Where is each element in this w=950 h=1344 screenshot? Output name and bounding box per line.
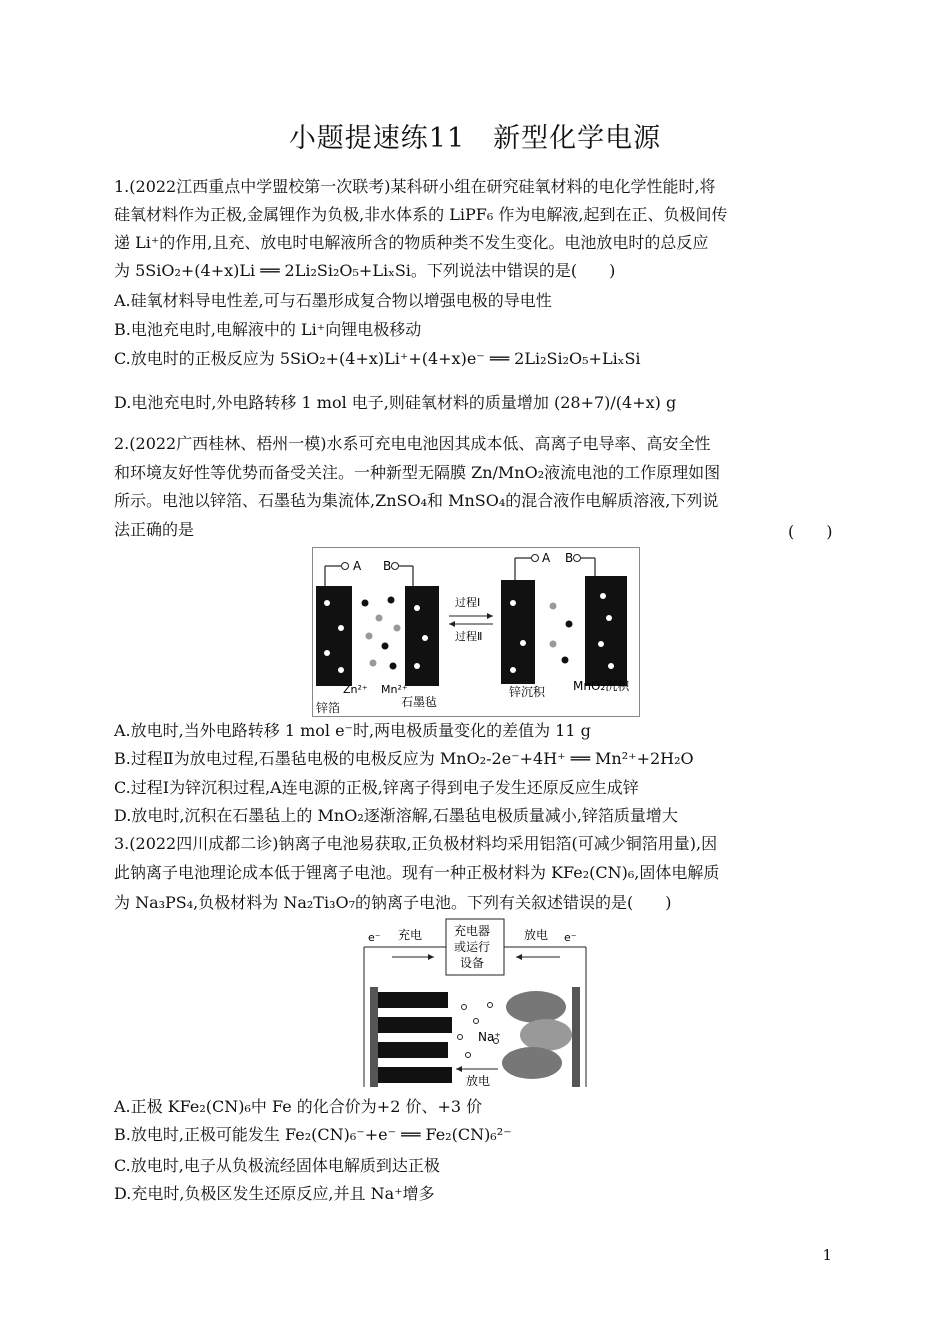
q2-battery-diagram bbox=[313, 548, 639, 716]
q3-stem-line: 3.(2022四川成都二诊)钠离子电池易获取,正负极材料均采用铝箔(可减少铜箔用量),因 bbox=[114, 834, 718, 853]
q1-stem-line: 递 Li⁺的作用,且充、放电时电解液所含的物质种类不发生变化。电池放电时的总反应 bbox=[114, 233, 709, 252]
label-b-right: B bbox=[565, 551, 574, 565]
q3-option-d: D.充电时,负极区发生还原反应,并且 Na⁺增多 bbox=[114, 1184, 435, 1203]
q3-battery-diagram bbox=[356, 917, 594, 1091]
bottom-discharge-label: 放电 bbox=[466, 1074, 491, 1088]
na-ion-label: Na⁺ bbox=[478, 1030, 501, 1044]
q2-stem-line: 所示。电池以锌箔、石墨毡为集流体,ZnSO₄和 MnSO₄的混合液作电解质溶液,下列说 bbox=[114, 491, 719, 510]
q1-option-a: A.硅氧材料导电性差,可与石墨形成复合物以增强电极的导电性 bbox=[114, 291, 552, 310]
label-a: A bbox=[353, 559, 362, 573]
q1-option-c: C.放电时的正极反应为 5SiO₂+(4+x)Li⁺+(4+x)e⁻ ══ 2Li₂Si₂O₅+LiₓSi bbox=[114, 349, 641, 368]
q3-option-b: B.放电时,正极可能发生 Fe₂(CN)₆⁻+e⁻ ══ Fe₂(CN)₆²⁻ bbox=[114, 1125, 512, 1144]
zinc-deposit-label: 锌沉积 bbox=[509, 685, 546, 699]
device-line: 或运行 bbox=[454, 940, 491, 954]
page-title: 小题提速练11 新型化学电源 bbox=[288, 123, 662, 154]
electron-left-label: e⁻ bbox=[368, 931, 381, 944]
q3-battery-figure bbox=[356, 917, 594, 1091]
graphite-felt-label: 石墨毡 bbox=[401, 695, 438, 709]
zinc-foil-label: 锌箔 bbox=[316, 701, 341, 715]
mn-ion-label: Mn²⁺ bbox=[381, 683, 408, 696]
q2-option-d: D.放电时,沉积在石墨毡上的 MnO₂逐渐溶解,石墨毡电极质量减小,锌箔质量增大 bbox=[114, 806, 678, 825]
q1-stem-line: 硅氧材料作为正极,金属锂作为负极,非水体系的 LiPF₆ 作为电解液,起到在正、负极间传 bbox=[114, 205, 728, 224]
zn-ion-label: Zn²⁺ bbox=[343, 683, 368, 696]
q2-stem-line: 2.(2022广西桂林、梧州一模)水系可充电电池因其成本低、高离子电导率、高安全性 bbox=[114, 434, 711, 453]
q2-option-a: A.放电时,当外电路转移 1 mol e⁻时,两电极质量变化的差值为 11 g bbox=[114, 721, 591, 740]
q3-stem-line: 为 Na₃PS₄,负极材料为 Na₂Ti₃O₇的钠离子电池。下列有关叙述错误的是( ) bbox=[114, 893, 672, 912]
q3-option-a: A.正极 KFe₂(CN)₆中 Fe 的化合价为+2 价、+3 价 bbox=[114, 1097, 483, 1116]
charge-label: 充电 bbox=[398, 928, 423, 942]
discharge-label: 放电 bbox=[524, 928, 549, 942]
q3-option-c: C.放电时,电子从负极流经固体电解质到达正极 bbox=[114, 1156, 440, 1175]
q2-option-c: C.过程Ⅰ为锌沉积过程,A连电源的正极,锌离子得到电子发生还原反应生成锌 bbox=[114, 778, 639, 797]
q2-stem-line: 法正确的是 bbox=[114, 520, 195, 539]
process2-label: 过程Ⅱ bbox=[455, 630, 483, 643]
q2-option-b: B.过程Ⅱ为放电过程,石墨毡电极的电极反应为 MnO₂-2e⁻+4H⁺ ══ Mn²⁺+2H₂O bbox=[114, 749, 694, 768]
mno2-deposit-label: MnO₂沉积 bbox=[573, 679, 630, 693]
q1-stem-line: 为 5SiO₂+(4+x)Li ══ 2Li₂Si₂O₅+LiₓSi。下列说法中错误的是( ) bbox=[114, 261, 616, 280]
q2-stem-line: 和环境友好性等优势而备受关注。一种新型无隔膜 Zn/MnO₂液流电池的工作原理如图 bbox=[114, 463, 721, 482]
electron-right-label: e⁻ bbox=[564, 931, 577, 944]
q3-stem-line: 此钠离子电池理论成本低于锂离子电池。现有一种正极材料为 KFe₂(CN)₆,固体电解质 bbox=[114, 863, 720, 882]
device-line: 设备 bbox=[460, 956, 485, 970]
q1-stem-line: 1.(2022江西重点中学盟校第一次联考)某科研小组在研究硅氧材料的电化学性能时,将 bbox=[114, 177, 716, 196]
label-b: B bbox=[383, 559, 392, 573]
label-a-right: A bbox=[542, 551, 551, 565]
device-line: 充电器 bbox=[454, 924, 491, 938]
q2-battery-figure bbox=[312, 547, 640, 717]
q2-answer-paren: ( ) bbox=[788, 522, 833, 541]
q1-option-d: D.电池充电时,外电路转移 1 mol 电子,则硅氧材料的质量增加 (28+7)/(4+x) g bbox=[114, 393, 677, 412]
q1-option-b: B.电池充电时,电解液中的 Li⁺向锂电极移动 bbox=[114, 320, 422, 339]
process1-label: 过程Ⅰ bbox=[455, 596, 481, 609]
page-number: 1 bbox=[822, 1246, 832, 1264]
